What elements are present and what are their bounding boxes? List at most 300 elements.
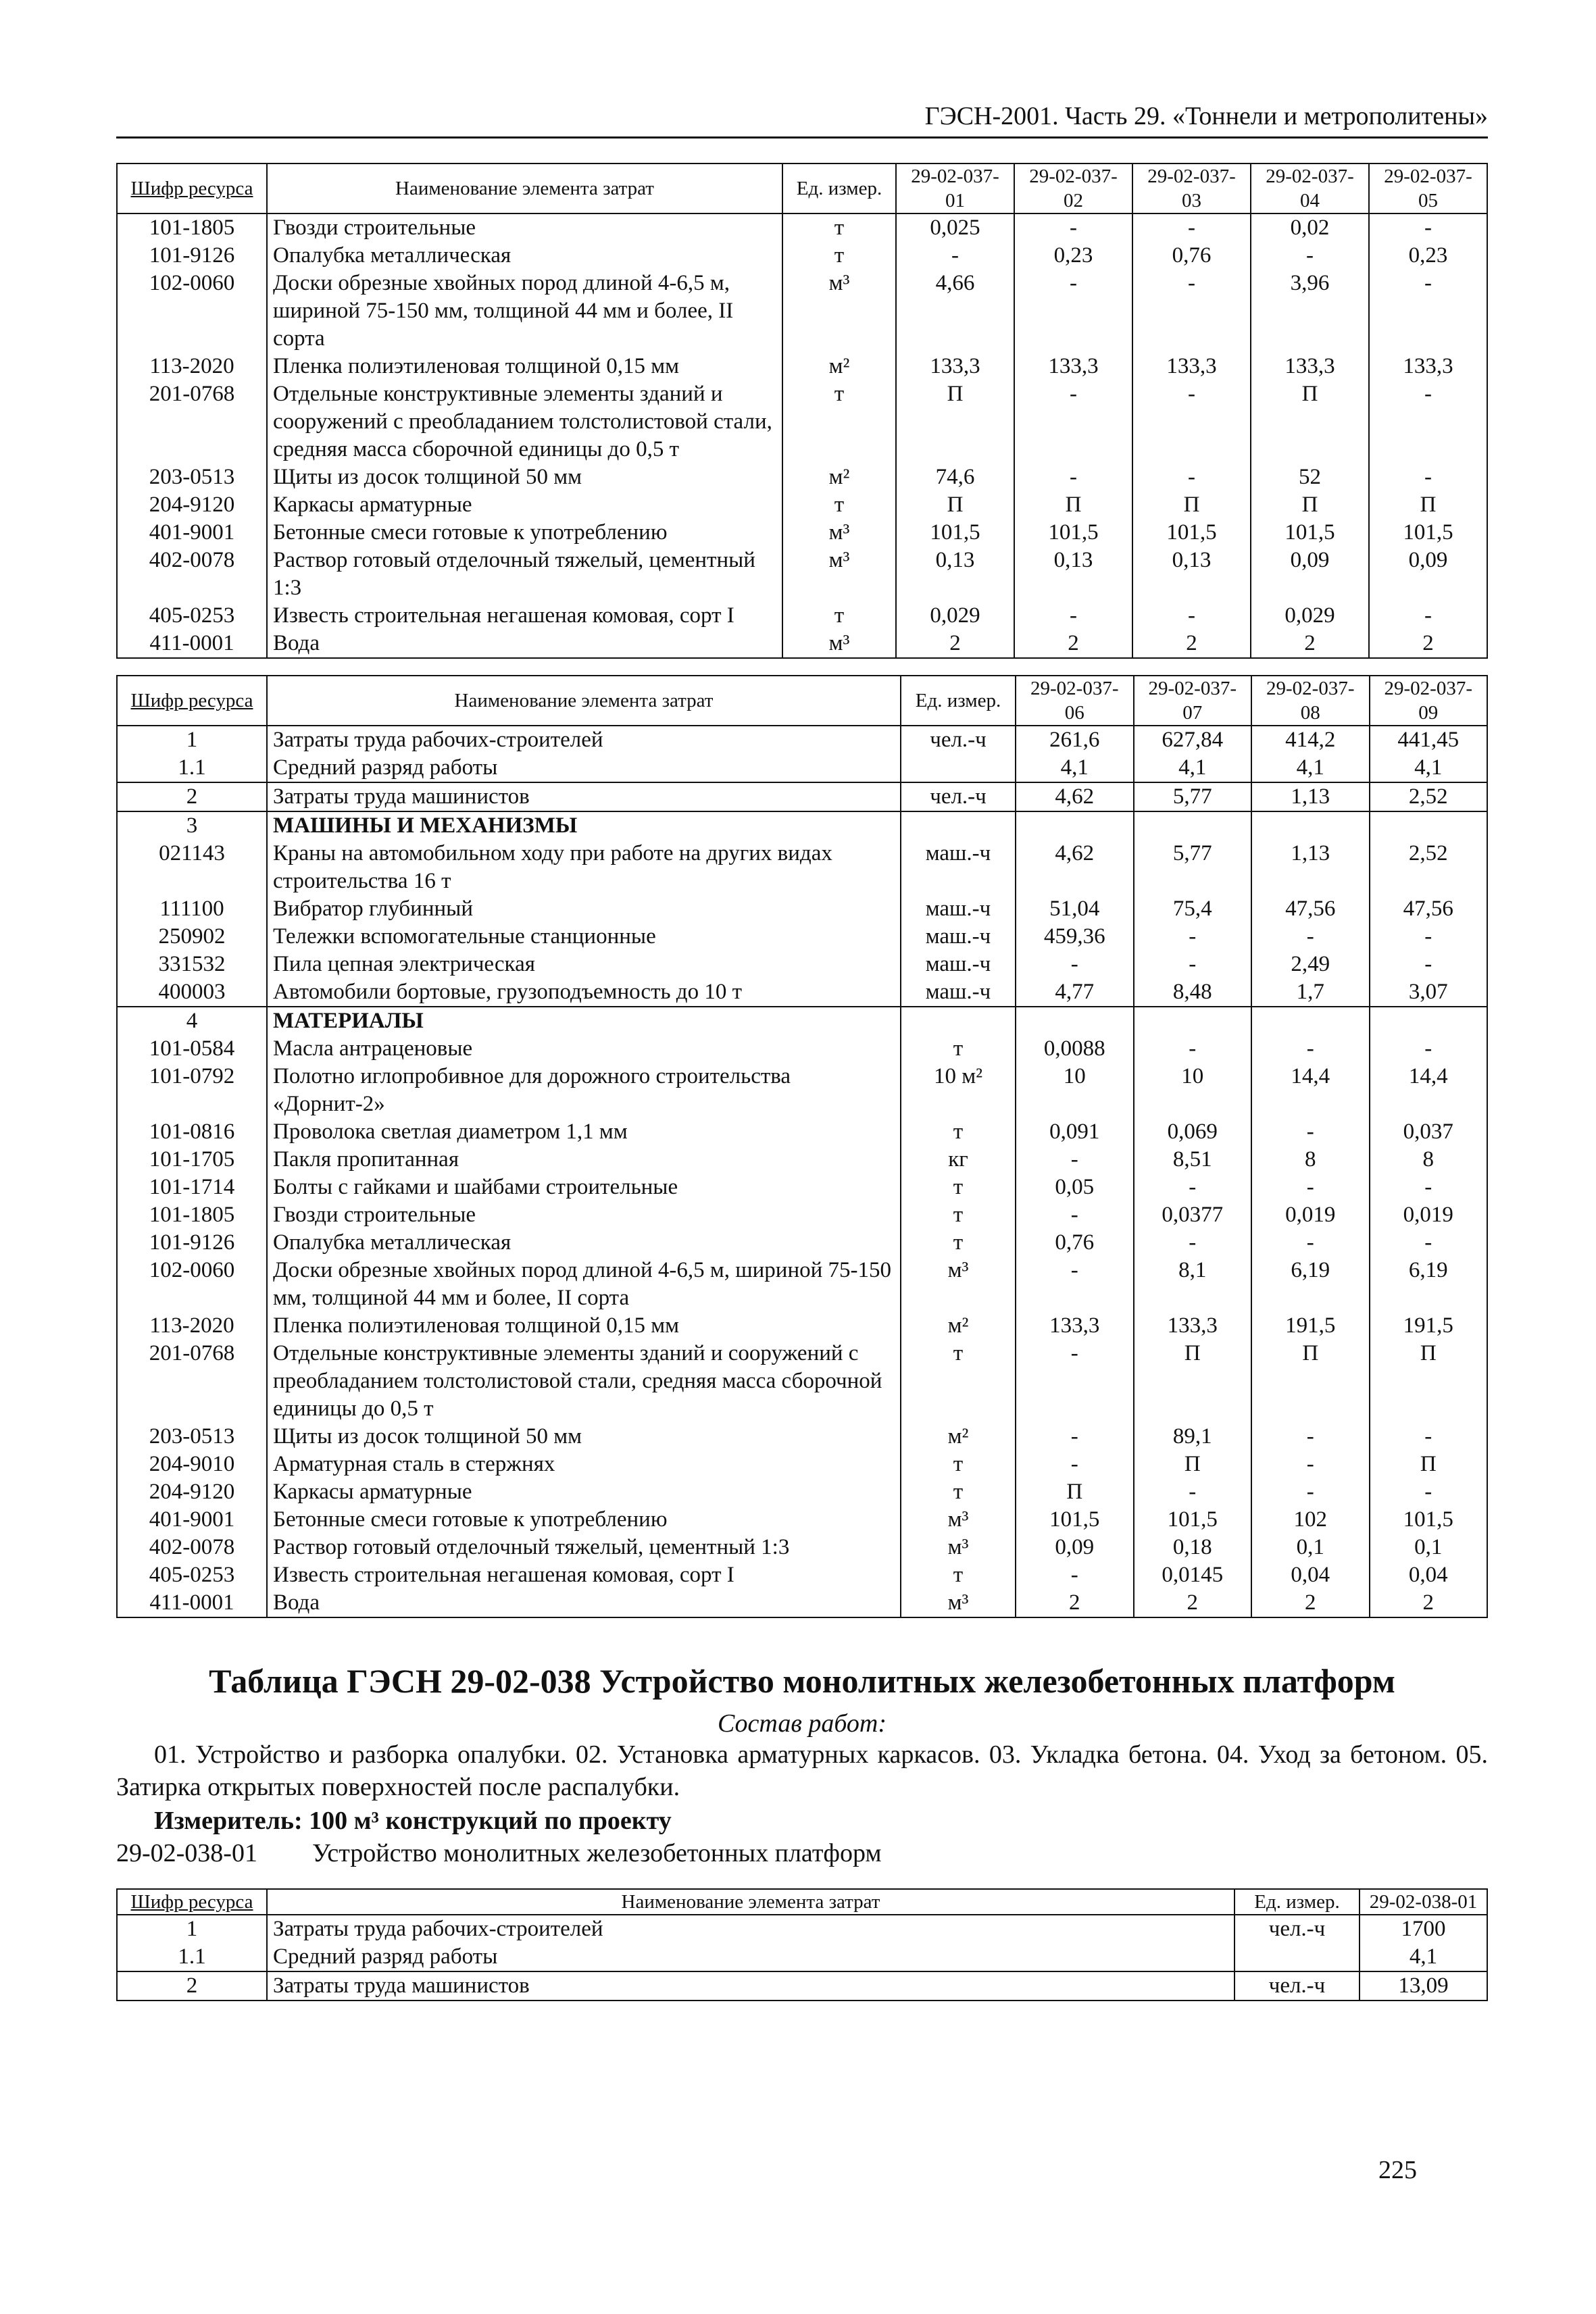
norm-value: 0,04 <box>1251 1561 1370 1589</box>
norm-value: 133,3 <box>1134 1312 1252 1340</box>
measure-unit: Измеритель: 100 м³ конструкций по проекту <box>154 1807 672 1835</box>
table-row <box>117 1146 1487 1174</box>
unit: м³ <box>782 630 896 658</box>
resource-name: Затраты труда машинистов <box>267 782 901 811</box>
section-row <box>117 1007 1487 1035</box>
norm-value: 0,76 <box>1016 1229 1134 1257</box>
norm-value: - <box>1134 1035 1252 1063</box>
unit: чел.-ч <box>1235 1971 1360 2001</box>
norm-value: 101,5 <box>1132 519 1251 547</box>
composition-heading: Состав работ: <box>717 1709 887 1738</box>
resource-name: Полотно иглопробивное для дорожного строительства «Дорнит-2» <box>267 1063 901 1118</box>
norm-value: 47,56 <box>1251 895 1370 923</box>
norm-value: 0,05 <box>1016 1174 1134 1201</box>
header-name: Наименование элемента затрат <box>267 1889 1235 1915</box>
norm-value: - <box>1016 1201 1134 1229</box>
norm-name: Устройство монолитных железобетонных платформ <box>312 1839 882 1867</box>
resource-name: Пила цепная электрическая <box>267 951 901 978</box>
norm-value: 74,6 <box>896 463 1014 491</box>
norm-value: 0,091 <box>1016 1118 1134 1146</box>
norm-value: 5,77 <box>1134 782 1252 811</box>
norm-value: 2 <box>896 630 1014 658</box>
unit: м³ <box>901 1589 1016 1617</box>
table-row <box>117 602 1487 630</box>
norm-value: 89,1 <box>1134 1423 1252 1451</box>
resource-table-038-01 <box>116 1888 1488 2001</box>
header-norm-code: 29-02-037-06 <box>1016 676 1134 726</box>
unit: т <box>782 213 896 242</box>
norm-value: 47,56 <box>1370 895 1488 923</box>
resource-name: Доски обрезные хвойных пород длиной 4-6,5 м, шириной 75-150 мм, толщиной 44 мм и более, II сорта <box>267 270 782 353</box>
norm-value: 14,4 <box>1370 1063 1488 1118</box>
table-row <box>117 782 1487 811</box>
resource-code: 201-0768 <box>117 1340 267 1423</box>
norm-value: - <box>1251 923 1370 951</box>
norm-value: - <box>1016 1257 1134 1312</box>
norm-value: 459,36 <box>1016 923 1134 951</box>
norm-value: 13,09 <box>1360 1971 1487 2001</box>
norm-value: 14,4 <box>1251 1063 1370 1118</box>
resource-code: 1.1 <box>117 1943 267 1971</box>
table-row <box>117 726 1487 754</box>
header-norm-code: 29-02-037-05 <box>1369 164 1487 213</box>
unit: маш.-ч <box>901 840 1016 895</box>
resource-name: Болты с гайками и шайбами строительные <box>267 1174 901 1201</box>
norm-value: - <box>1016 1423 1134 1451</box>
table-row <box>117 1589 1487 1617</box>
norm-value: - <box>1251 1118 1370 1146</box>
resource-name: Пакля пропитанная <box>267 1146 901 1174</box>
norm-value: 414,2 <box>1251 726 1370 754</box>
unit: маш.-ч <box>901 895 1016 923</box>
norm-value: - <box>1370 1478 1488 1506</box>
norm-value: П <box>1134 1451 1252 1478</box>
resource-name: Бетонные смеси готовые к употреблению <box>267 519 782 547</box>
norm-value: 2 <box>1014 630 1132 658</box>
norm-value: 2 <box>1132 630 1251 658</box>
norm-value: 0,23 <box>1014 242 1132 270</box>
norm-value: 0,037 <box>1370 1118 1488 1146</box>
header-norm-code: 29-02-037-02 <box>1014 164 1132 213</box>
norm-value: 0,02 <box>1251 213 1369 242</box>
norm-value: 10 <box>1016 1063 1134 1118</box>
norm-value: 6,19 <box>1251 1257 1370 1312</box>
resource-name: Вибратор глубинный <box>267 895 901 923</box>
table-row <box>117 1035 1487 1063</box>
running-title: ГЭСН-2001. Часть 29. «Тоннели и метрополитены» <box>116 101 1488 139</box>
norm-value: 3,07 <box>1370 978 1488 1007</box>
norm-value: 0,13 <box>896 547 1014 602</box>
norm-value <box>1251 1007 1370 1035</box>
table-row <box>117 951 1487 978</box>
table-row <box>117 547 1487 602</box>
table-row <box>117 519 1487 547</box>
norm-value: - <box>1016 1561 1134 1589</box>
header-name: Наименование элемента затрат <box>267 164 782 213</box>
norm-value: - <box>1251 1423 1370 1451</box>
resource-name: Бетонные смеси готовые к употреблению <box>267 1506 901 1534</box>
resource-code: 411-0001 <box>117 1589 267 1617</box>
unit: м³ <box>901 1257 1016 1312</box>
resource-name: Отдельные конструктивные элементы зданий и сооружений с преобладанием толстолистовой стали, средняя масса сборочной единицы до 0,5 т <box>267 380 782 463</box>
norm-value: П <box>1251 380 1369 463</box>
norm-value: - <box>1016 951 1134 978</box>
norm-value: 0,1 <box>1251 1534 1370 1561</box>
norm-value: П <box>1014 491 1132 519</box>
table-row <box>117 1118 1487 1146</box>
header-name: Наименование элемента затрат <box>267 676 901 726</box>
norm-value: 0,019 <box>1370 1201 1488 1229</box>
resource-code: 2 <box>117 1971 267 2001</box>
norm-value: 2 <box>1251 1589 1370 1617</box>
norm-value <box>1016 1007 1134 1035</box>
norm-value: 0,0145 <box>1134 1561 1252 1589</box>
resource-code: 102-0060 <box>117 270 267 353</box>
norm-value: 8 <box>1370 1146 1488 1174</box>
table-row <box>117 978 1487 1007</box>
norm-value: 2 <box>1134 1589 1252 1617</box>
norm-value: - <box>1251 1478 1370 1506</box>
resource-code: 204-9120 <box>117 491 267 519</box>
norm-value: 52 <box>1251 463 1369 491</box>
norm-value: 0,13 <box>1014 547 1132 602</box>
norm-value: - <box>1014 270 1132 353</box>
resource-code: 3 <box>117 811 267 840</box>
table-title: Таблица ГЭСН 29-02-038 Устройство монолитных железобетонных платформ <box>209 1662 1395 1700</box>
norm-value: 8,48 <box>1134 978 1252 1007</box>
resource-code: 250902 <box>117 923 267 951</box>
norm-value: 133,3 <box>1369 353 1487 380</box>
unit: т <box>901 1035 1016 1063</box>
norm-value: П <box>1251 1340 1370 1423</box>
resource-code: 201-0768 <box>117 380 267 463</box>
norm-code: 29-02-038-01 <box>116 1839 257 1867</box>
norm-value: 0,025 <box>896 213 1014 242</box>
unit: т <box>782 242 896 270</box>
norm-value: 0,04 <box>1370 1561 1488 1589</box>
norm-value: - <box>1369 380 1487 463</box>
table-row <box>117 1506 1487 1534</box>
resource-name: Пленка полиэтиленовая толщиной 0,15 мм <box>267 1312 901 1340</box>
unit: м³ <box>782 270 896 353</box>
norm-value: 1700 <box>1360 1915 1487 1943</box>
resource-code: 204-9010 <box>117 1451 267 1478</box>
unit <box>1235 1943 1360 1971</box>
resource-code: 402-0078 <box>117 1534 267 1561</box>
table-row <box>117 353 1487 380</box>
resource-name: Щиты из досок толщиной 50 мм <box>267 1423 901 1451</box>
table-row <box>117 895 1487 923</box>
norm-value: - <box>1370 1423 1488 1451</box>
norm-value: 0,0377 <box>1134 1201 1252 1229</box>
unit: т <box>901 1451 1016 1478</box>
norm-value: 4,66 <box>896 270 1014 353</box>
norm-value: 8,51 <box>1134 1146 1252 1174</box>
resource-code: 101-9126 <box>117 1229 267 1257</box>
norm-value: 3,96 <box>1251 270 1369 353</box>
unit: т <box>901 1478 1016 1506</box>
table-row <box>117 1229 1487 1257</box>
resource-code: 405-0253 <box>117 602 267 630</box>
norm-value: 0,09 <box>1369 547 1487 602</box>
table-header-row <box>117 676 1487 726</box>
table-row <box>117 923 1487 951</box>
norm-value: 0,23 <box>1369 242 1487 270</box>
norm-value: 0,1 <box>1370 1534 1488 1561</box>
norm-value: 133,3 <box>1132 353 1251 380</box>
norm-value: - <box>1369 602 1487 630</box>
unit: т <box>901 1229 1016 1257</box>
norm-value: - <box>1134 1174 1252 1201</box>
norm-value: П <box>1369 491 1487 519</box>
resource-table-037-06-09 <box>116 675 1488 1618</box>
norm-value: 0,13 <box>1132 547 1251 602</box>
header-norm-code: 29-02-037-04 <box>1251 164 1369 213</box>
resource-code: 101-9126 <box>117 242 267 270</box>
table-row <box>117 463 1487 491</box>
norm-value: П <box>1251 491 1369 519</box>
norm-value: 101,5 <box>1369 519 1487 547</box>
table-row <box>117 1423 1487 1451</box>
norm-value: 0,029 <box>896 602 1014 630</box>
norm-value: - <box>1132 463 1251 491</box>
resource-code: 101-0584 <box>117 1035 267 1063</box>
norm-value: - <box>1370 1035 1488 1063</box>
norm-value: - <box>1016 1146 1134 1174</box>
table-row <box>117 270 1487 353</box>
norm-value: 0,019 <box>1251 1201 1370 1229</box>
unit: м³ <box>901 1534 1016 1561</box>
table-row <box>117 242 1487 270</box>
unit: маш.-ч <box>901 923 1016 951</box>
norm-value: 441,45 <box>1370 726 1488 754</box>
norm-value: 0,029 <box>1251 602 1369 630</box>
norm-value: - <box>1132 380 1251 463</box>
norm-value: - <box>896 242 1014 270</box>
norm-value: - <box>1134 951 1252 978</box>
header-unit: Ед. измер. <box>1235 1889 1360 1915</box>
resource-code: 2 <box>117 782 267 811</box>
norm-value: 4,62 <box>1016 782 1134 811</box>
resource-name: Гвозди строительные <box>267 1201 901 1229</box>
norm-value: - <box>1251 1035 1370 1063</box>
resource-name: МАШИНЫ И МЕХАНИЗМЫ <box>267 811 901 840</box>
page-number: 225 <box>1378 2156 1417 2184</box>
resource-name: Тележки вспомогательные станционные <box>267 923 901 951</box>
resource-name: Гвозди строительные <box>267 213 782 242</box>
resource-code: 111100 <box>117 895 267 923</box>
norm-value: 2,52 <box>1370 782 1488 811</box>
resource-code: 203-0513 <box>117 1423 267 1451</box>
table-row <box>117 1943 1487 1971</box>
norm-value: 51,04 <box>1016 895 1134 923</box>
unit: т <box>901 1340 1016 1423</box>
unit: м² <box>782 463 896 491</box>
norm-value: - <box>1132 213 1251 242</box>
header-unit: Ед. измер. <box>782 164 896 213</box>
table-row <box>117 1340 1487 1423</box>
norm-value: - <box>1014 463 1132 491</box>
resource-name: Автомобили бортовые, грузоподъемность до 10 т <box>267 978 901 1007</box>
unit: кг <box>901 1146 1016 1174</box>
header-unit: Ед. измер. <box>901 676 1016 726</box>
unit: т <box>901 1561 1016 1589</box>
resource-code: 101-0792 <box>117 1063 267 1118</box>
norm-value: 4,1 <box>1370 754 1488 782</box>
norm-value: - <box>1370 1229 1488 1257</box>
norm-value: - <box>1251 1174 1370 1201</box>
norm-value: - <box>1016 1340 1134 1423</box>
table-row <box>117 630 1487 658</box>
norm-value <box>1370 811 1488 840</box>
resource-code: 1 <box>117 1915 267 1943</box>
norm-value: П <box>1370 1340 1488 1423</box>
unit: т <box>782 602 896 630</box>
norm-value <box>1016 811 1134 840</box>
norm-value: 1,7 <box>1251 978 1370 1007</box>
unit: м³ <box>782 547 896 602</box>
resource-code: 402-0078 <box>117 547 267 602</box>
resource-name: Пленка полиэтиленовая толщиной 0,15 мм <box>267 353 782 380</box>
norm-value: - <box>1369 213 1487 242</box>
norm-value: 5,77 <box>1134 840 1252 895</box>
unit: т <box>782 380 896 463</box>
norm-value: 133,3 <box>896 353 1014 380</box>
norm-value: 101,5 <box>1016 1506 1134 1534</box>
resource-name: Опалубка металлическая <box>267 242 782 270</box>
norm-value: 101,5 <box>1251 519 1369 547</box>
document-page <box>116 101 1488 2001</box>
table-row <box>117 1451 1487 1478</box>
unit: м² <box>901 1312 1016 1340</box>
header-code: Шифр ресурса <box>117 1889 267 1915</box>
resource-code: 411-0001 <box>117 630 267 658</box>
resource-table-037-01-05 <box>116 163 1488 659</box>
norm-value: - <box>1370 923 1488 951</box>
norm-value <box>1251 811 1370 840</box>
composition-text: 01. Устройство и разборка опалубки. 02. Установка арматурных каркасов. 03. Укладка бетона. 04. Уход за бетоном. 05. Затирка открытых поверхностей после распалубки. <box>116 1740 1488 1801</box>
unit: м² <box>782 353 896 380</box>
norm-value: П <box>896 380 1014 463</box>
table-row <box>117 1478 1487 1506</box>
norm-value: 4,1 <box>1360 1943 1487 1971</box>
resource-name: Каркасы арматурные <box>267 491 782 519</box>
norm-value: 4,62 <box>1016 840 1134 895</box>
unit: чел.-ч <box>1235 1915 1360 1943</box>
norm-value: 101,5 <box>1134 1506 1252 1534</box>
table-row <box>117 1174 1487 1201</box>
unit: чел.-ч <box>901 726 1016 754</box>
header-norm-code: 29-02-037-07 <box>1134 676 1252 726</box>
unit: м³ <box>901 1506 1016 1534</box>
table-row <box>117 1534 1487 1561</box>
norm-value: 4,1 <box>1134 754 1252 782</box>
table-row <box>117 754 1487 782</box>
norm-value: - <box>1014 380 1132 463</box>
unit: маш.-ч <box>901 978 1016 1007</box>
resource-name: Арматурная сталь в стержнях <box>267 1451 901 1478</box>
norm-value: 6,19 <box>1370 1257 1488 1312</box>
resource-name: Опалубка металлическая <box>267 1229 901 1257</box>
header-code: Шифр ресурса <box>117 164 267 213</box>
norm-value: - <box>1132 270 1251 353</box>
norm-value: - <box>1014 213 1132 242</box>
resource-name: Отдельные конструктивные элементы зданий и сооружений с преобладанием толстолистовой стали, средняя масса сборочной единицы до 0,5 т <box>267 1340 901 1423</box>
norm-value: 101,5 <box>896 519 1014 547</box>
unit: т <box>901 1118 1016 1146</box>
resource-name: Средний разряд работы <box>267 1943 1235 1971</box>
section-row <box>117 811 1487 840</box>
resource-code: 203-0513 <box>117 463 267 491</box>
norm-value: - <box>1134 1229 1252 1257</box>
norm-value: 261,6 <box>1016 726 1134 754</box>
resource-code: 102-0060 <box>117 1257 267 1312</box>
norm-value: - <box>1014 602 1132 630</box>
norm-value: 0,09 <box>1251 547 1369 602</box>
norm-value: 2 <box>1370 1589 1488 1617</box>
table-row <box>117 213 1487 242</box>
resource-name: Раствор готовый отделочный тяжелый, цементный 1:3 <box>267 547 782 602</box>
resource-name: Щиты из досок толщиной 50 мм <box>267 463 782 491</box>
norm-value: 0,18 <box>1134 1534 1252 1561</box>
header-norm-code: 29-02-037-01 <box>896 164 1014 213</box>
norm-value: 4,77 <box>1016 978 1134 1007</box>
norm-value: 133,3 <box>1014 353 1132 380</box>
header-norm-code: 29-02-037-09 <box>1370 676 1488 726</box>
norm-value: 2 <box>1251 630 1369 658</box>
resource-code: 101-0816 <box>117 1118 267 1146</box>
norm-value: - <box>1370 951 1488 978</box>
norm-value: - <box>1134 923 1252 951</box>
table-row <box>117 1971 1487 2001</box>
table-row <box>117 1257 1487 1312</box>
header-norm-code: 29-02-037-03 <box>1132 164 1251 213</box>
resource-code: 101-1705 <box>117 1146 267 1174</box>
table-header-row <box>117 1889 1487 1915</box>
unit: т <box>782 491 896 519</box>
norm-value: 101,5 <box>1370 1506 1488 1534</box>
resource-name: МАТЕРИАЛЫ <box>267 1007 901 1035</box>
resource-code: 113-2020 <box>117 1312 267 1340</box>
unit: маш.-ч <box>901 951 1016 978</box>
norm-value: - <box>1369 270 1487 353</box>
resource-code: 4 <box>117 1007 267 1035</box>
norm-value: - <box>1132 602 1251 630</box>
norm-value: - <box>1370 1174 1488 1201</box>
resource-name: Затраты труда машинистов <box>267 1971 1235 2001</box>
unit <box>901 1007 1016 1035</box>
resource-name: Вода <box>267 1589 901 1617</box>
table-row <box>117 1312 1487 1340</box>
norm-value: - <box>1016 1451 1134 1478</box>
norm-value: 1,13 <box>1251 782 1370 811</box>
norm-value: 101,5 <box>1014 519 1132 547</box>
norm-value: П <box>896 491 1014 519</box>
norm-value: 133,3 <box>1016 1312 1134 1340</box>
norm-value: - <box>1251 242 1369 270</box>
norm-value: П <box>1016 1478 1134 1506</box>
norm-value: 4,1 <box>1251 754 1370 782</box>
header-code: Шифр ресурса <box>117 676 267 726</box>
norm-value: 4,1 <box>1016 754 1134 782</box>
norm-value: 627,84 <box>1134 726 1252 754</box>
resource-code: 021143 <box>117 840 267 895</box>
norm-value: - <box>1251 1229 1370 1257</box>
norm-value: П <box>1132 491 1251 519</box>
resource-code: 400003 <box>117 978 267 1007</box>
norm-value: 2 <box>1016 1589 1134 1617</box>
norm-value: - <box>1134 1478 1252 1506</box>
